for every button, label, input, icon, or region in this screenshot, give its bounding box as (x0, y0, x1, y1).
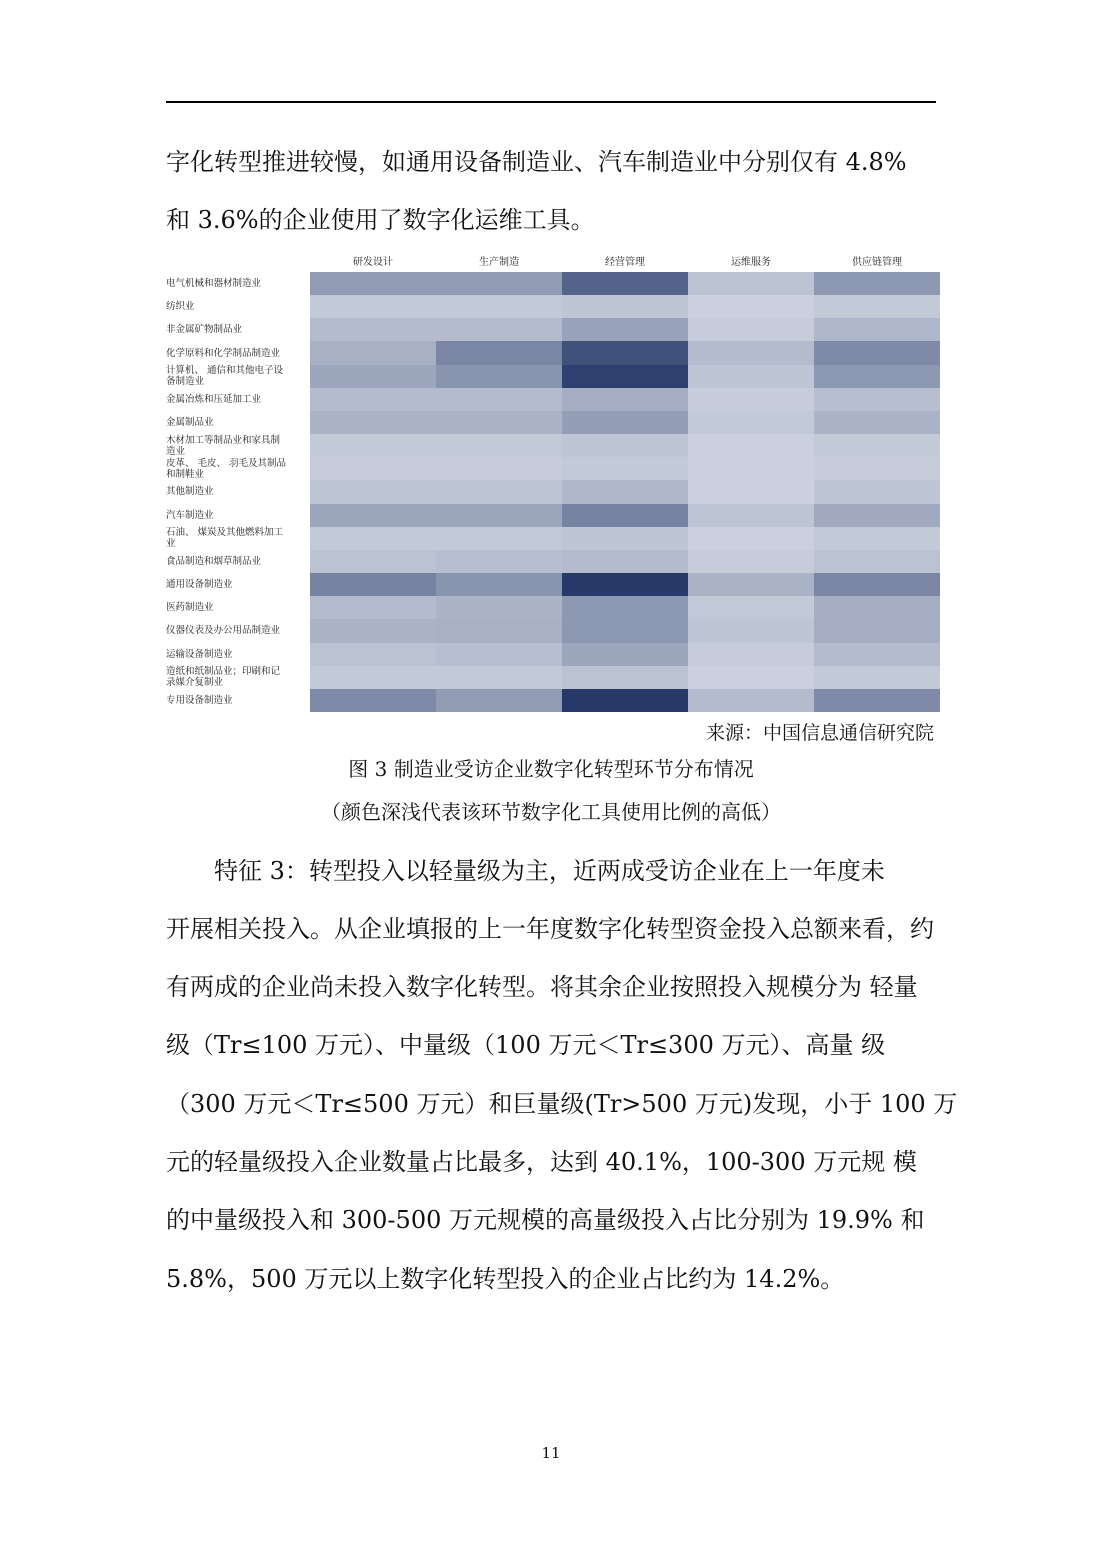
heatmap-row-label-line: 业 (166, 538, 176, 550)
heatmap-cell (436, 318, 562, 341)
heatmap-cell (310, 504, 436, 527)
figure-caption: 图 3 制造业受访企业数字化转型环节分布情况 (348, 757, 754, 781)
heatmap-cell (562, 504, 688, 527)
heatmap-row-label-line: 造业 (166, 445, 186, 457)
heatmap-cell (436, 411, 562, 434)
heatmap-cell (688, 596, 814, 619)
heatmap-cell (310, 596, 436, 619)
heatmap-cell (436, 527, 562, 550)
heatmap-cell (688, 295, 814, 318)
heatmap-cell (310, 411, 436, 434)
heatmap-cell (310, 341, 436, 364)
heatmap-row-label-line: 金属制品业 (166, 417, 214, 429)
body-text-line: 有两成的企业尚未投入数字化转型。将其余企业按照投入规模分为 轻量 (166, 973, 918, 1001)
heatmap-cell (814, 666, 940, 689)
heatmap-column-label: 经营管理 (605, 257, 645, 268)
heatmap-cell (814, 643, 940, 666)
heatmap-cell (436, 457, 562, 480)
heatmap-row-label (166, 596, 310, 619)
heatmap-row-label-line: 木材加工等制品业和家具制 (166, 434, 281, 446)
body-text-line: 特征 3：转型投入以轻量级为主，近两成受访企业在上一年度未 (166, 857, 885, 885)
heatmap-row-label (166, 318, 310, 341)
heatmap-cell (814, 596, 940, 619)
heatmap-cell (310, 689, 436, 712)
heatmap-row-label-line: 专用设备制造业 (166, 694, 233, 706)
heatmap-cell (562, 689, 688, 712)
heatmap-chart (166, 254, 946, 716)
heatmap-cell (310, 666, 436, 689)
heatmap-cell (436, 365, 562, 388)
heatmap-row-label (166, 341, 310, 364)
heatmap-cell (688, 411, 814, 434)
heatmap-cell (562, 411, 688, 434)
heatmap-cell (814, 411, 940, 434)
heatmap-cell (562, 596, 688, 619)
heatmap-cell (814, 689, 940, 712)
heatmap-cell (562, 318, 688, 341)
heatmap-cell (688, 619, 814, 642)
heatmap-column-label: 研发设计 (353, 257, 393, 268)
heatmap-cell (436, 573, 562, 596)
heatmap-cell (436, 643, 562, 666)
heatmap-cell (310, 434, 436, 457)
heatmap-row-label-line: 计算机、 通信和其他电子设 (166, 365, 284, 377)
body-text-line: 开展相关投入。从企业填报的上一年度数字化转型资金投入总额来看，约 (166, 915, 934, 943)
heatmap-row-label-line: 其他制造业 (166, 486, 214, 498)
heatmap-column-label: 供应链管理 (852, 257, 902, 268)
heatmap-cell (562, 341, 688, 364)
heatmap-cell (436, 666, 562, 689)
heatmap-cell (814, 457, 940, 480)
heatmap-cell (436, 480, 562, 503)
heatmap-row-label (166, 643, 310, 666)
heatmap-row-label (166, 666, 310, 689)
heatmap-row-label (166, 573, 310, 596)
heatmap-row-label-line: 非金属矿物制品业 (166, 324, 243, 336)
heatmap-row-label (166, 480, 310, 503)
heatmap-cell (688, 388, 814, 411)
heatmap-row-label-line: 汽车制造业 (166, 509, 214, 521)
heatmap-row-label (166, 365, 310, 388)
heatmap-row-label (166, 689, 310, 712)
heatmap-cell (814, 619, 940, 642)
heatmap-cell (688, 550, 814, 573)
heatmap-row-label-line: 仪器仪表及办公用品制造业 (166, 625, 281, 637)
heatmap-cell (436, 619, 562, 642)
heatmap-cell (310, 550, 436, 573)
heatmap-cell (436, 434, 562, 457)
heatmap-cell (310, 272, 436, 295)
heatmap-row-label-line: 皮革、 毛皮、 羽毛及其制品 (166, 457, 287, 469)
heatmap-cell (436, 550, 562, 573)
heatmap-row-label (166, 504, 310, 527)
body-text-line: 5.8%，500 万元以上数字化转型投入的企业占比约为 14.2%。 (166, 1265, 845, 1293)
heatmap-row-label (166, 550, 310, 573)
heatmap-cell (814, 272, 940, 295)
body-text-line: 元的轻量级投入企业数量占比最多，达到 40.1%，100-300 万元规 模 (166, 1148, 917, 1176)
heatmap-row-label-line: 金属冶炼和压延加工业 (166, 393, 262, 405)
heatmap-cell (814, 550, 940, 573)
heatmap-cell (562, 550, 688, 573)
heatmap-cell (688, 434, 814, 457)
heatmap-cell (688, 527, 814, 550)
body-text-line: 级（Tr≤100 万元）、中量级（100 万元＜Tr≤300 万元）、高量 级 (166, 1031, 886, 1059)
heatmap-cell (562, 457, 688, 480)
heatmap-cell (562, 295, 688, 318)
heatmap-cell (310, 643, 436, 666)
body-text-line: 的中量级投入和 300-500 万元规模的高量级投入占比分别为 19.9% 和 (166, 1206, 925, 1234)
heatmap-cell (436, 388, 562, 411)
heatmap-cell (562, 272, 688, 295)
heatmap-cell (814, 318, 940, 341)
heatmap-cell (688, 318, 814, 341)
figure-subcaption: （颜色深浅代表该环节数字化工具使用比例的高低） (321, 800, 781, 824)
heatmap-cell (562, 573, 688, 596)
heatmap-row-label-line: 录媒介复制业 (166, 677, 224, 689)
heatmap-row-label-line: 电气机械和器材制造业 (166, 278, 262, 290)
heatmap-column-labels (310, 254, 940, 272)
heatmap-cell (310, 388, 436, 411)
heatmap-cell (688, 272, 814, 295)
heatmap-cell (436, 295, 562, 318)
heatmap-column-label: 运维服务 (731, 257, 771, 268)
page-number: 11 (541, 1444, 561, 1462)
body-text-line: 字化转型推进较慢，如通用设备制造业、汽车制造业中分别仅有 4.8% (166, 148, 907, 176)
heatmap-cell (310, 318, 436, 341)
heatmap-cell (310, 527, 436, 550)
heatmap-cell (688, 666, 814, 689)
heatmap-cell (310, 573, 436, 596)
heatmap-cell (688, 365, 814, 388)
heatmap-cell (310, 457, 436, 480)
heatmap-cell (814, 388, 940, 411)
heatmap-cell (562, 643, 688, 666)
heatmap-cell (688, 457, 814, 480)
heatmap-grid (310, 272, 940, 712)
heatmap-cell (688, 643, 814, 666)
heatmap-cell (814, 527, 940, 550)
heatmap-cell (688, 480, 814, 503)
heatmap-cell (562, 365, 688, 388)
heatmap-row-label-line: 造纸和纸制品业；印刷和记 (166, 666, 281, 678)
heatmap-cell (436, 341, 562, 364)
heatmap-column-label: 生产制造 (479, 257, 519, 268)
heatmap-row-label (166, 527, 310, 550)
heatmap-cell (562, 619, 688, 642)
heatmap-row-label-line: 和制鞋业 (166, 468, 205, 480)
heatmap-row-label-line: 纺织业 (166, 301, 195, 313)
heatmap-cell (436, 596, 562, 619)
heatmap-row-label (166, 457, 310, 480)
body-text-line: （300 万元＜Tr≤500 万元）和巨量级(Tr>500 万元)发现，小于 100 万 (166, 1090, 958, 1118)
heatmap-cell (436, 272, 562, 295)
heatmap-cell (688, 341, 814, 364)
heatmap-row-label (166, 619, 310, 642)
heatmap-row-label (166, 411, 310, 434)
heatmap-row-label-line: 食品制造和烟草制品业 (166, 555, 262, 567)
heatmap-cell (310, 619, 436, 642)
heatmap-cell (814, 573, 940, 596)
heatmap-row-label-line: 化学原料和化学制品制造业 (166, 347, 281, 359)
heatmap-cell (562, 480, 688, 503)
header-rule (166, 101, 936, 103)
heatmap-row-label-line: 医药制造业 (166, 602, 214, 614)
heatmap-cell (436, 504, 562, 527)
heatmap-row-label (166, 388, 310, 411)
heatmap-cell (688, 504, 814, 527)
heatmap-row-label-line: 运输设备制造业 (166, 648, 233, 660)
heatmap-cell (814, 504, 940, 527)
heatmap-row-label-line: 石油、 煤炭及其他燃料加工 (166, 527, 284, 539)
figure-source: 来源：中国信息通信研究院 (705, 722, 934, 744)
heatmap-cell (310, 295, 436, 318)
heatmap-cell (562, 388, 688, 411)
heatmap-cell (814, 295, 940, 318)
heatmap-cell (688, 689, 814, 712)
heatmap-cell (814, 480, 940, 503)
heatmap-cell (814, 341, 940, 364)
heatmap-cell (688, 573, 814, 596)
heatmap-row-label-line: 通用设备制造业 (166, 579, 233, 591)
heatmap-cell (310, 480, 436, 503)
heatmap-cell (436, 689, 562, 712)
heatmap-row-label (166, 272, 310, 295)
heatmap-cell (562, 666, 688, 689)
heatmap-row-label (166, 434, 310, 457)
heatmap-cell (814, 434, 940, 457)
heatmap-row-label-line: 备制造业 (166, 376, 205, 388)
heatmap-cell (562, 434, 688, 457)
heatmap-cell (814, 365, 940, 388)
heatmap-cell (562, 527, 688, 550)
body-text-line: 和 3.6%的企业使用了数字化运维工具。 (166, 206, 595, 234)
heatmap-cell (310, 365, 436, 388)
heatmap-row-label (166, 295, 310, 318)
